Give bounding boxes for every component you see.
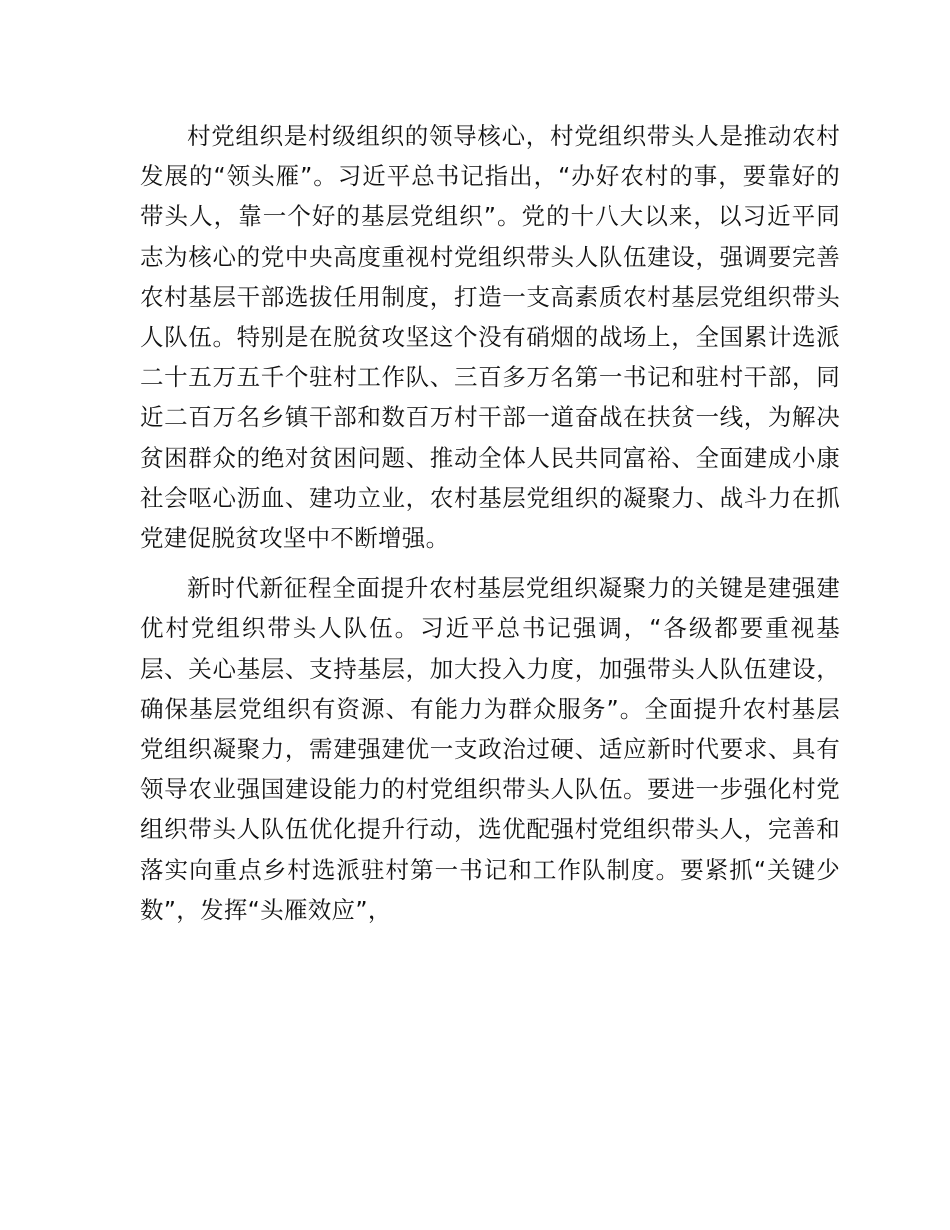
- paragraph-1: 村党组织是村级组织的领导核心，村党组织带头人是推动农村发展的“领头雁”。习近平总书记指出，“办好农村的事，要靠好的带头人，靠一个好的基层党组织”。党的十八大以来，以习近平同志为核心的党中央高度重视村党组织带头人队伍建设，强调要完善农村基层干部选拔任用制度，打造一支高素质农村基层党组织带头人队伍。特别是在脱贫攻坚这个没有硝烟的战场上，全国累计选派二十五万五千个驻村工作队、三百多万名第一书记和驻村干部，同近二百万名乡镇干部和数百万村干部一道奋战在扶贫一线，为解决贫困群众的绝对贫困问题、推动全体人民共同富裕、全面建成小康社会呕心沥血、建功立业，农村基层党组织的凝聚力、战斗力在抓党建促脱贫攻坚中不断增强。: [140, 122, 840, 553]
- paragraph-2: 新时代新征程全面提升农村基层党组织凝聚力的关键是建强建优村党组织带头人队伍。习近平总书记强调，“各级都要重视基层、关心基层、支持基层，加大投入力度，加强带头人队伍建设，确保基层党组织有资源、有能力为群众服务”。全面提升农村基层党组织凝聚力，需建强建优一支政治过硬、适应新时代要求、具有领导农业强国建设能力的村党组织带头人队伍。要进一步强化村党组织带头人队伍优化提升行动，选优配强村党组织带头人，完善和落实向重点乡村选派驻村第一书记和工作队制度。要紧抓“关键少数”，发挥“头雁效应”，: [140, 574, 840, 924]
- document-body: [140, 116, 840, 940]
